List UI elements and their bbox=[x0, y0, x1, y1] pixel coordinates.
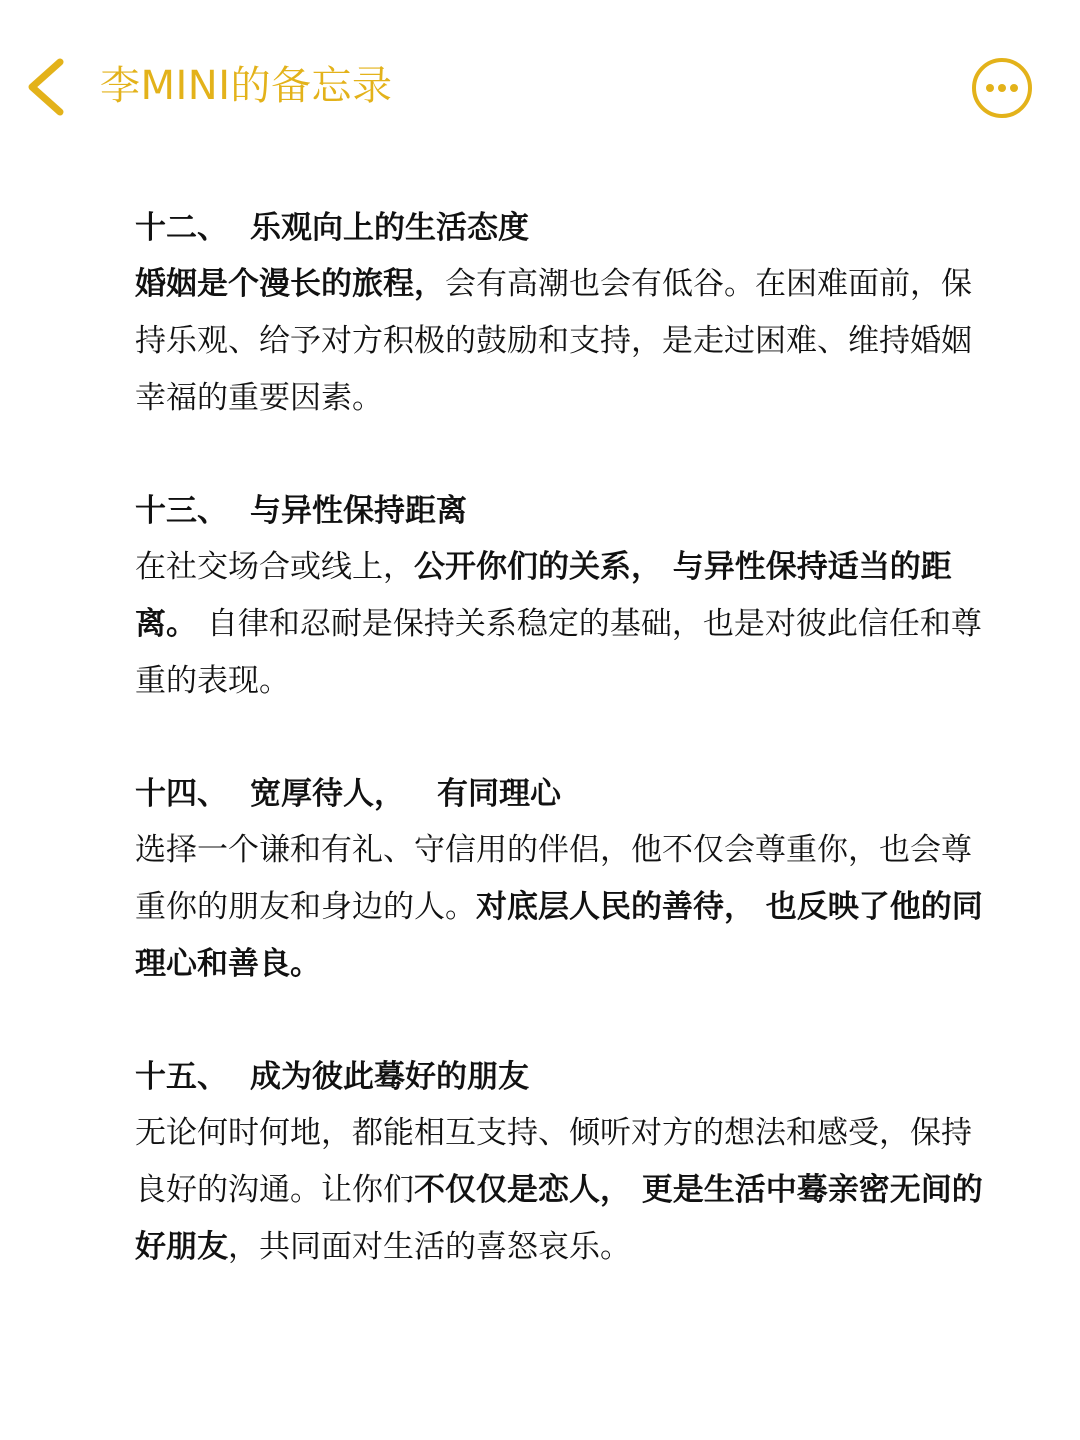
body-text-bold: 不仅仅是恋人， 更是生活中蓦亲密无间的好朋友 bbox=[135, 1172, 983, 1265]
section-number: 十二、 bbox=[135, 210, 228, 246]
section-heading bbox=[135, 766, 985, 822]
body-text-bold: 婚姻是个漫长的旅程， bbox=[135, 266, 445, 302]
memo-content bbox=[135, 200, 985, 1332]
section-title: 成为彼此蓦好的朋友 bbox=[250, 1059, 529, 1095]
section-body bbox=[135, 1105, 985, 1276]
section-title: 乐观向上的生活态度 bbox=[250, 210, 529, 246]
more-horizontal-icon bbox=[970, 56, 1034, 120]
body-text: 在社交场合或线上， bbox=[135, 549, 414, 585]
section-body bbox=[135, 822, 985, 993]
top-bar bbox=[0, 0, 1080, 170]
section-number: 十五、 bbox=[135, 1059, 228, 1095]
section-15 bbox=[135, 1049, 985, 1276]
chevron-left-icon bbox=[14, 52, 74, 122]
page-title: 李MINI的备忘录 bbox=[100, 63, 393, 109]
body-text-bold: 对底层人民的善待， 也反映了他的同理心和善良。 bbox=[135, 889, 983, 982]
body-text: 无论何时何地，都能相互支持、倾听对方的想法和感受，保持良好的沟通。让你们 bbox=[135, 1115, 972, 1208]
body-text: 会有高潮也会有低谷。在困难面前，保持乐观、给予对方积极的鼓励和支持，是走过困难、维持婚姻幸福的重要因素。 bbox=[135, 266, 972, 416]
body-text: ，共同面对生活的喜怒哀乐。 bbox=[228, 1229, 631, 1265]
section-12 bbox=[135, 200, 985, 427]
section-13 bbox=[135, 483, 985, 710]
section-heading bbox=[135, 483, 985, 539]
section-14 bbox=[135, 766, 985, 993]
section-heading bbox=[135, 200, 985, 256]
section-title: 与异性保持距离 bbox=[250, 493, 467, 529]
section-body bbox=[135, 256, 985, 427]
body-text: 自律和忍耐是保持关系稳定的基础，也是对彼此信任和尊重的表现。 bbox=[135, 606, 982, 699]
body-text: 选择一个谦和有礼、守信用的伴侣，他不仅会尊重你，也会尊重你的朋友和身边的人。 bbox=[135, 832, 972, 925]
back-button[interactable] bbox=[14, 52, 74, 122]
more-options-button[interactable] bbox=[970, 56, 1034, 120]
body-text-bold: 公开你们的关系， 与异性保持适当的距离。 bbox=[135, 549, 952, 642]
section-heading bbox=[135, 1049, 985, 1105]
section-title-2: 有同理心 bbox=[437, 776, 561, 812]
section-number: 十三、 bbox=[135, 493, 228, 529]
section-body bbox=[135, 539, 985, 710]
section-title: 宽厚待人， bbox=[250, 776, 405, 812]
section-number: 十四、 bbox=[135, 776, 228, 812]
